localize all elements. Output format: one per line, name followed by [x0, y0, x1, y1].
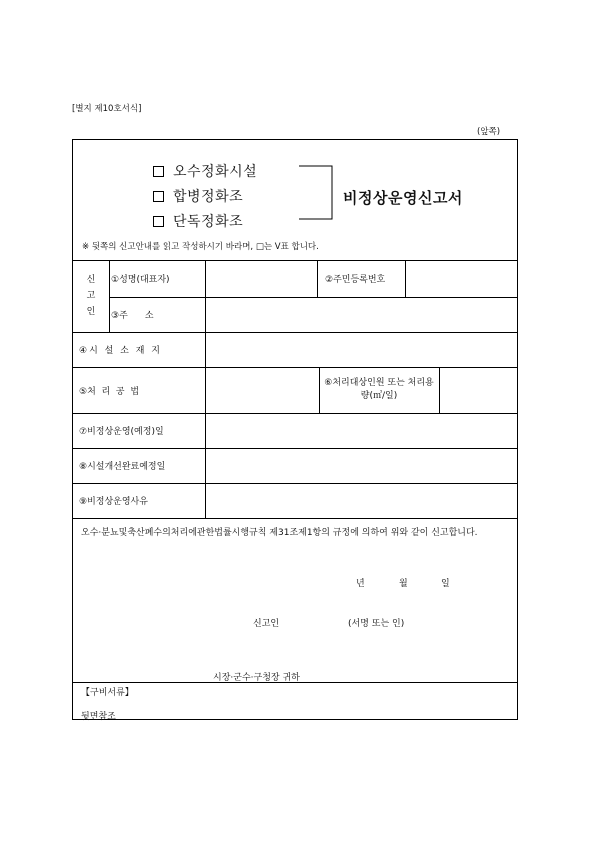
address-label: ③주 소	[111, 311, 154, 321]
abnormal-date-label: ⑦비정상운영(예정)일	[79, 427, 164, 437]
attachments-text: 뒷면참조	[81, 712, 116, 722]
abnormal-reason-label: ⑨비정상운영사유	[79, 497, 148, 507]
name-field[interactable]	[206, 262, 316, 295]
date-month-label: 월	[399, 579, 408, 589]
treatment-method-field[interactable]	[206, 369, 318, 411]
facility-option-single-septic[interactable]	[153, 211, 243, 231]
front-side-label: (앞쪽)	[477, 127, 501, 137]
form-title: 비정상운영신고서	[343, 189, 463, 207]
date-year-label: 년	[356, 579, 365, 589]
checkbox-icon[interactable]	[153, 216, 164, 227]
facility-location-label: ④시 설 소 재 지	[79, 346, 162, 356]
capacity-field[interactable]	[441, 369, 514, 411]
resident-number-field[interactable]	[407, 262, 515, 295]
date-day-label: 일	[441, 579, 450, 589]
facility-option-label: 단독정화조	[173, 214, 244, 230]
report-form	[72, 139, 518, 720]
grouping-bracket	[299, 165, 335, 221]
facility-option-combined-septic[interactable]	[153, 186, 243, 206]
treatment-method-label: ⑤처 리 공 법	[79, 386, 140, 397]
checkbox-icon[interactable]	[153, 166, 164, 177]
name-label: ①성명(대표자)	[111, 275, 170, 285]
address-field[interactable]	[206, 299, 514, 330]
improvement-date-field[interactable]	[206, 450, 514, 481]
signature-placeholder[interactable]: (서명 또는 인)	[348, 619, 405, 629]
attachments-header: 【구비서류】	[81, 688, 134, 698]
reporter-sign-label: 신고인	[253, 619, 280, 629]
addressee-label: 시장·군수·구청장 귀하	[213, 673, 300, 683]
abnormal-reason-field[interactable]	[206, 485, 514, 516]
instruction-note: ※ 뒷쪽의 신고안내를 읽고 작성하시기 바라며, □는 V표 합니다.	[82, 242, 319, 252]
form-number-label: [별지 제10호서식]	[72, 104, 142, 114]
improvement-date-label: ⑧시설개선완료예정일	[79, 462, 166, 472]
facility-option-label: 오수정화시설	[173, 164, 258, 180]
reporter-group-label: 신 고 인	[86, 275, 96, 317]
facility-location-field[interactable]	[206, 334, 514, 365]
facility-option-label: 합병정화조	[173, 189, 244, 205]
checkbox-icon[interactable]	[153, 191, 164, 202]
abnormal-date-field[interactable]	[206, 415, 514, 446]
declaration-text: 오수·분뇨및축산폐수의처리에관한법률시행규칙 제31조제1항의 규정에 의하여 위와 같이 신고합니다.	[81, 528, 478, 538]
facility-option-sewage[interactable]	[153, 161, 257, 181]
capacity-label: ⑥처리대상인원 또는 처리용량(㎥/일)	[324, 378, 434, 401]
resident-number-label: ②주민등록번호	[325, 275, 386, 285]
